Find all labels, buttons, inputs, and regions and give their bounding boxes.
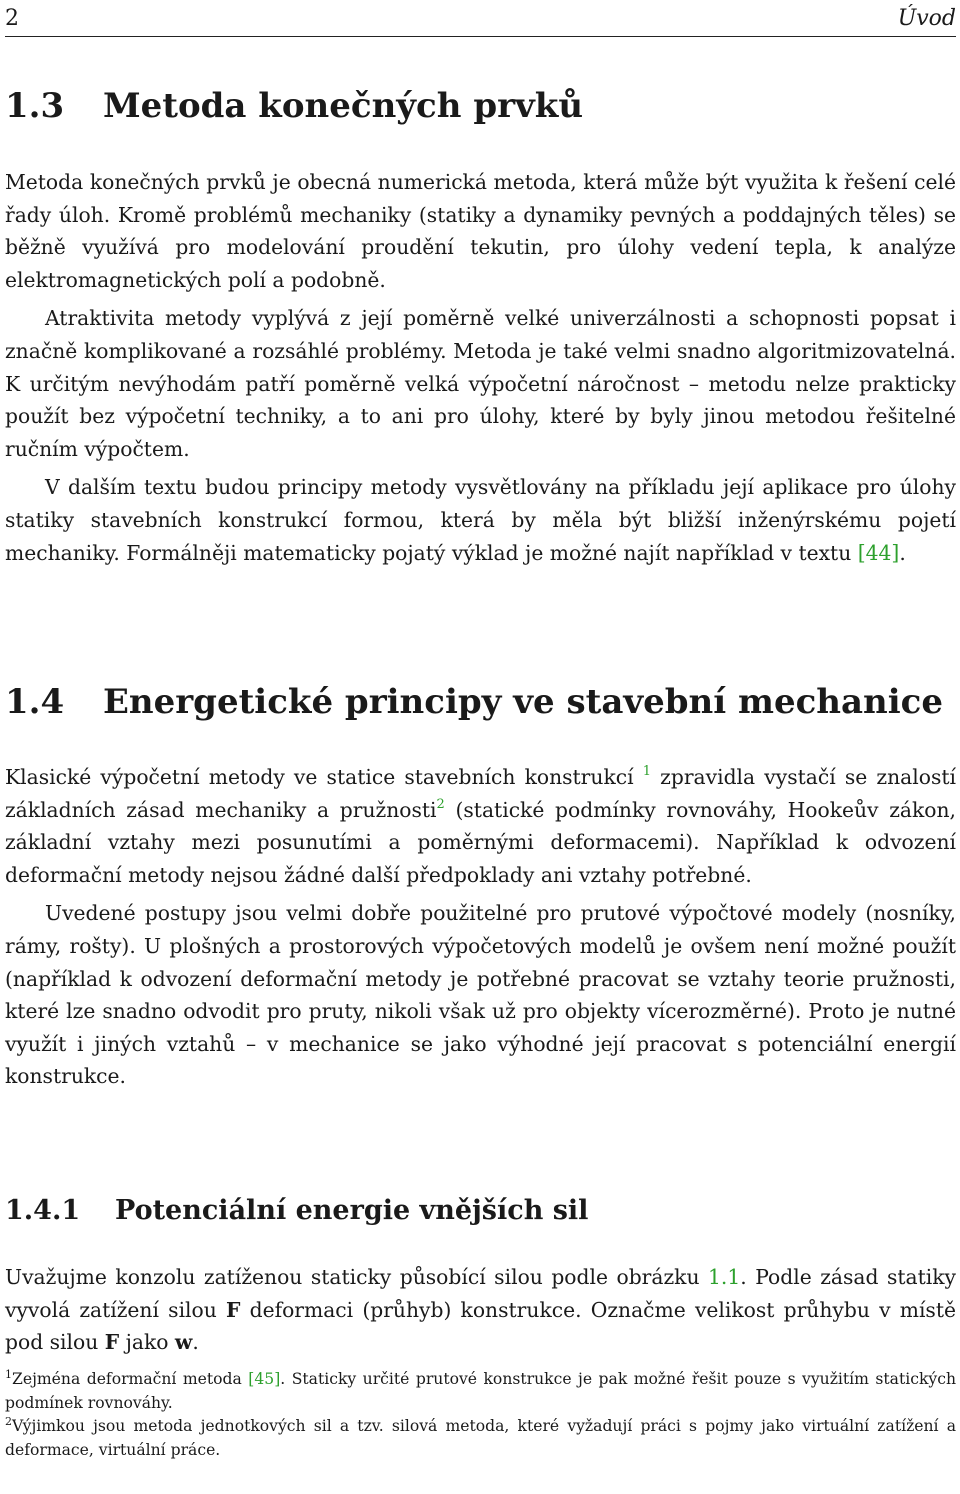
subsection-number: 1.4.1 <box>5 1195 81 1226</box>
footnote-text: Zejména deformační metoda <box>12 1370 249 1388</box>
citation-link[interactable]: [45] <box>248 1370 281 1388</box>
paragraph-text: . <box>192 1330 199 1355</box>
paragraph-text: . <box>899 540 906 565</box>
citation-link[interactable]: [44] <box>857 540 900 565</box>
footnote-text: Výjimkou jsou metoda jednotkových sil a tzv. silová metoda, které vyžadují práci s pojmy jako virtuální zatížení a deformace, virtuální práce. <box>5 1417 956 1459</box>
section-1-4-1-body <box>5 1261 956 1359</box>
paragraph <box>5 1261 956 1359</box>
footnote-ref-2[interactable]: 2 <box>436 796 445 812</box>
section-number: 1.4 <box>5 682 65 722</box>
footnote-2 <box>5 1415 956 1462</box>
footnotes <box>5 1368 956 1462</box>
header-rule <box>5 36 956 37</box>
section-title: Energetické principy ve stavební mechanice <box>103 682 944 722</box>
symbol-deflection: w <box>174 1330 193 1355</box>
paragraph: Metoda konečných prvků je obecná numerická metoda, která může být využita k řešení celé řady úloh. Kromě problémů mechaniky (statiky a dynamiky pevných a poddajných těles) se běžně využívá pro modelování proudění tekutin, pro úlohy vedení tepla, k analýze elektromagnetických polí a podobně. <box>5 170 956 292</box>
paragraph-text: Klasické výpočetní metody ve statice stavebních konstrukcí <box>5 765 643 789</box>
paragraph: Uvedené postupy jsou velmi dobře použitelné pro prutové výpočtové modely (nosníky, rámy, rošty). U plošných a prostorových výpočetových modelů je ovšem není možné použít (například k odvození deformační metody je potřebné pracovat se vztahy teorie pružnosti, které lze snadno odvodit pro pruty, nikoli však už pro objekty vícerozměrné). Proto je nutné využít i jiných vztahů – v mechanice se jako výhodné její pracovat s potenciální energií konstrukce. <box>5 901 956 1089</box>
section-1-4-body <box>5 761 956 1093</box>
paragraph-text: Uvažujme konzolu zatíženou staticky působící silou podle obrázku <box>5 1265 708 1289</box>
section-1-3-body <box>5 166 956 569</box>
footnote-mark: 1 <box>5 1368 12 1381</box>
figure-ref-link[interactable]: 1.1 <box>708 1265 741 1289</box>
section-heading-1-3 <box>5 86 956 126</box>
symbol-force: F <box>226 1297 241 1322</box>
paragraph: Atraktivita metody vyplývá z její poměrně velké univerzálnosti a schopnosti popsat i značně komplikované a rozsáhlé problémy. Metoda je také velmi snadno algoritmizovatelná. K určitým nevýhodám patří poměrně velká výpočetní náročnost – metodu nelze prakticky použít bez výpočetní techniky, a to ani pro úlohy, které by byly jinou metodou řešitelné ručním výpočtem. <box>5 306 956 461</box>
paragraph-text: (statické podmínky rovnováhy, Hookeův zákon, základní vztahy mezi posunutími a poměrnými deformacemi). Například k odvození deformační metody nejsou žádné další předpoklady ani vztahy potřebné. <box>5 797 956 887</box>
subsection-title: Potenciální energie vnějších sil <box>115 1195 589 1226</box>
footnote-mark: 2 <box>5 1415 12 1428</box>
page-number: 2 <box>5 6 19 31</box>
paragraph-text: zpravidla vystačí se znalostí základních zásad mechaniky a pružnosti <box>5 765 956 822</box>
paragraph-text: V dalším textu budou principy metody vysvětlovány na příkladu její aplikace pro úlohy statiky stavebních konstrukcí formou, která by měla být bližší inženýrskému pojetí mechaniky. Formálněji matematicky pojatý výklad je možné najít například v textu <box>5 475 956 565</box>
footnote-1 <box>5 1368 956 1415</box>
chapter-title: Úvod <box>897 6 956 31</box>
paragraph-text: . Podle zásad statiky vyvolá zatížení silou <box>5 1265 956 1322</box>
symbol-force: F <box>104 1330 120 1355</box>
section-heading-1-4 <box>5 682 956 722</box>
paragraph <box>5 471 956 569</box>
paragraph <box>5 761 956 891</box>
footnote-text: . Staticky určité prutové konstrukce je pak možné řešit pouze s využitím statických podmínek rovnováhy. <box>5 1370 957 1412</box>
paragraph-text: jako <box>119 1330 175 1355</box>
subsection-heading-1-4-1 <box>5 1194 956 1228</box>
section-number: 1.3 <box>5 86 65 126</box>
paragraph-text: deformaci (průhyb) konstrukce. Označme velikost průhybu v místě pod silou <box>5 1297 956 1355</box>
section-title: Metoda konečných prvků <box>103 86 584 126</box>
running-header <box>5 6 956 36</box>
footnote-ref-1[interactable]: 1 <box>642 764 652 779</box>
